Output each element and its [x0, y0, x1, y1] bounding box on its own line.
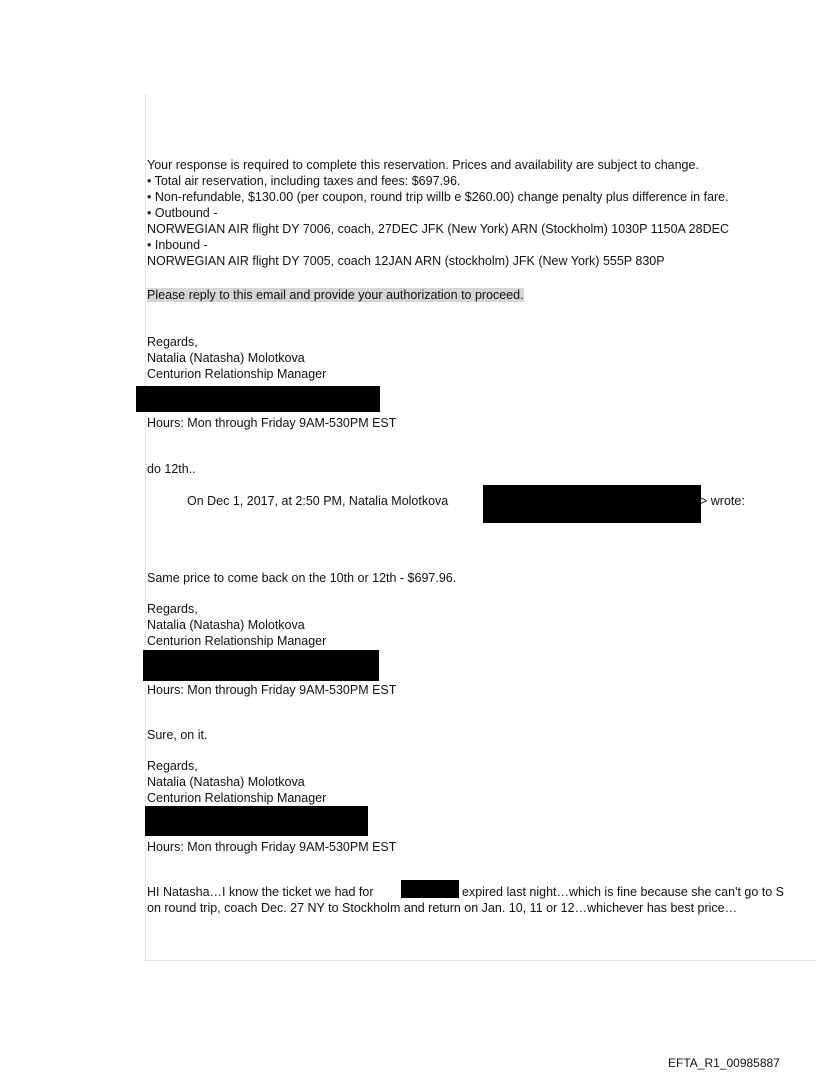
document-id: EFTA_R1_00985887: [668, 1056, 780, 1070]
redaction-box: [136, 386, 380, 412]
request-line-2: on round trip, coach Dec. 27 NY to Stockholm and return on Jan. 10, 11 or 12…whichever has best price…: [147, 901, 738, 915]
signature-regards: Regards,: [147, 759, 198, 773]
signature-regards: Regards,: [147, 335, 198, 349]
inbound-flight: NORWEGIAN AIR flight DY 7005, coach 12JAN ARN (stockholm) JFK (New York) 555P 830P: [147, 254, 665, 268]
signature-regards: Regards,: [147, 602, 198, 616]
request-line-1b: expired last night…which is fine because she can't go to S: [462, 885, 785, 899]
signature-hours: Hours: Mon through Friday 9AM-530PM EST: [147, 416, 397, 430]
signature-name: Natalia (Natasha) Molotkova: [147, 775, 305, 789]
inbound-bullet: • Inbound -: [147, 238, 208, 252]
outbound-flight: NORWEGIAN AIR flight DY 7006, coach, 27DEC JFK (New York) ARN (Stockholm) 1030P 1150A 28DEC: [147, 222, 729, 236]
redaction-box: [483, 485, 701, 523]
signature-title: Centurion Relationship Manager: [147, 634, 327, 648]
quote-header-prefix: On Dec 1, 2017, at 2:50 PM, Natalia Molotkova: [187, 494, 449, 508]
email-frame-bottom-border: [145, 960, 816, 961]
redaction-box: [401, 880, 459, 898]
penalty-bullet: • Non-refundable, $130.00 (per coupon, round trip willb e $260.00) change penalty plus difference in fare.: [147, 190, 729, 204]
reply-request-line: [147, 287, 524, 303]
signature-name: Natalia (Natasha) Molotkova: [147, 351, 305, 365]
price-note: Same price to come back on the 10th or 12th - $697.96.: [147, 571, 457, 585]
signature-title: Centurion Relationship Manager: [147, 791, 327, 805]
redaction-box: [143, 650, 379, 681]
signature-name: Natalia (Natasha) Molotkova: [147, 618, 305, 632]
signature-hours: Hours: Mon through Friday 9AM-530PM EST: [147, 683, 397, 697]
redaction-box: [145, 806, 368, 836]
reply-request-highlight: Please reply to this email and provide your authorization to proceed.: [147, 288, 524, 302]
ack-text: Sure, on it.: [147, 728, 208, 742]
signature-hours: Hours: Mon through Friday 9AM-530PM EST: [147, 840, 397, 854]
reply-text: do 12th..: [147, 462, 196, 476]
signature-title: Centurion Relationship Manager: [147, 367, 327, 381]
total-fare-bullet: • Total air reservation, including taxes and fees: $697.96.: [147, 174, 461, 188]
reservation-intro: Your response is required to complete this reservation. Prices and availability are subject to change.: [147, 158, 699, 172]
quote-header-suffix: > wrote:: [700, 494, 745, 508]
request-line-1a: HI Natasha…I know the ticket we had for: [147, 885, 374, 899]
outbound-bullet: • Outbound -: [147, 206, 218, 220]
